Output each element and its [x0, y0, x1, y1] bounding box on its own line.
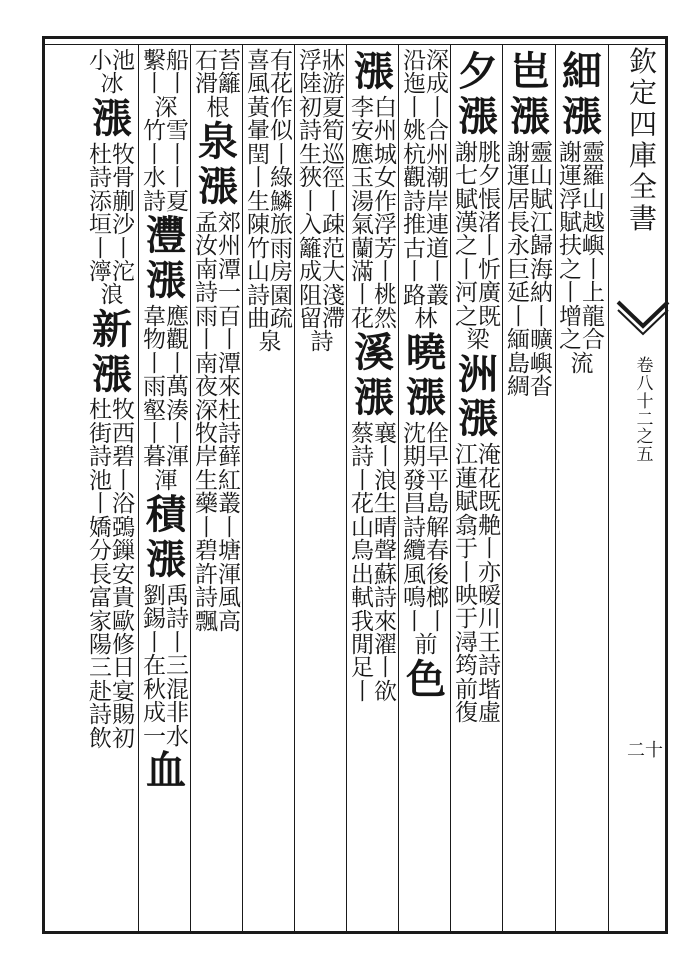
entry-text: 喜有風花黃作暈似閏丨丨綠生鱗陳旅竹雨山房詩園曲疏泉: [247, 48, 293, 356]
entry-text: 丨丨碧塘許渾詩風飄高: [195, 514, 241, 635]
entry-text: 杜牧詩骨添蒯垣沙丨丨濘沱浪: [89, 141, 135, 309]
entry-head: 血: [146, 747, 186, 795]
text-column-10: [86, 50, 138, 928]
text-column-7: [244, 50, 296, 928]
entry-text: 李白安州應城玉女湯作氣浮蘭芳滿丨丨桃花然: [351, 94, 397, 332]
entry-text: 劉禹錫詩丨丨在三秋混成非一水: [143, 582, 189, 750]
text-column-8: [192, 50, 244, 928]
entry-head: 漲: [406, 374, 446, 422]
entry-head: 漲: [146, 256, 186, 304]
entry-head: 曉: [406, 329, 446, 377]
entry-head: 漲: [92, 350, 132, 398]
text-column-9: [140, 50, 192, 928]
entry-head: 夕: [458, 48, 498, 95]
entry-text: 繫船丨丨深: [143, 48, 189, 121]
text-column-6: [296, 50, 348, 928]
entry-text: 沿深迤成丨丨姚合杭州觀潮詩岸推連古道丨丨路叢林: [403, 48, 449, 332]
entry-head: 漲: [198, 163, 238, 211]
entry-head: 新: [92, 305, 132, 353]
entry-text: 謝靈運山居賦長江永歸巨海延納丨丨緬曠島嶼綢沓: [507, 139, 553, 401]
entry-text: 竹雪丨丨水丨詩夏: [143, 118, 189, 215]
column-rule: [608, 44, 609, 932]
entry-head: 漲: [510, 92, 550, 140]
text-column-4: [400, 50, 452, 928]
entry-text: 謝靈運羅浮山賦越扶嶼之丨丨上增龍之合流: [559, 139, 605, 377]
entry-text: 謝朓七夕賦悵漢渚之丨丨忻河廣之既梁: [455, 139, 501, 354]
entry-text: 小池冰: [89, 48, 135, 98]
entry-head: 洲: [458, 350, 498, 398]
text-column-1: [556, 50, 608, 928]
entry-head: 岜: [510, 48, 550, 95]
entry-text: 江淹蓮花賦既翕艴于丨丨亦映暧于川潯王筠詩前堦復虛: [455, 442, 501, 727]
book-title: 欽 定 四 庫 全 書: [628, 45, 657, 235]
text-column-2: [504, 50, 556, 928]
text-column-5: [348, 50, 400, 928]
entry-head: 漲: [562, 92, 602, 140]
entry-head: 漲: [354, 374, 394, 422]
entry-text: 孟郊汝州南潭詩一雨百丨丨南潭夜來深杜牧詩岸藓生紅藥叢: [195, 209, 241, 518]
entry-head: 灃: [146, 212, 186, 260]
text-column-3: [452, 50, 504, 928]
page-margin: [615, 46, 671, 926]
entry-head: 積: [146, 491, 186, 539]
entry-head: 漲: [458, 92, 498, 140]
entry-text: 石苔滑籬根: [195, 48, 241, 121]
entry-head: 漲: [92, 94, 132, 142]
entry-text: 韋應物觀丨丨雨萬壑湊丨丨暮渾渾: [143, 303, 189, 494]
entry-head: 溪: [354, 329, 394, 377]
entry-text: 蔡襄詩丨丨浪花生山晴鳥聲出蘇軾詩我來閒濯足丨丨欲: [351, 420, 397, 705]
entry-head: 泉: [198, 118, 238, 166]
fish-tail-icon: [616, 296, 670, 356]
entry-text: 浮牀陸游初夏詩筍生巡狹徑丨丨入疎籬范成大阻淺留滯詩: [299, 48, 345, 356]
entry-head: 細: [562, 48, 602, 95]
entry-head: 漲: [146, 536, 186, 584]
page-number: 二十: [627, 740, 663, 761]
entry-text: 沈佺期早發平昌島詩解纜春風後鳴榔丨丨前: [403, 421, 449, 659]
inner-top-rule: [42, 44, 668, 45]
entry-head: 漲: [458, 395, 498, 443]
column-rule: [138, 44, 139, 932]
entry-text: 杜牧街西詩碧池丨丨浴嬌鵶分鏁長安富貴家歐陽修三日赴宴詩賜飲初: [89, 397, 135, 752]
entry-head: 漲: [354, 48, 394, 95]
entry-head: 色: [406, 655, 446, 703]
volume-label: 卷 八 十 二 之 五: [636, 356, 654, 466]
